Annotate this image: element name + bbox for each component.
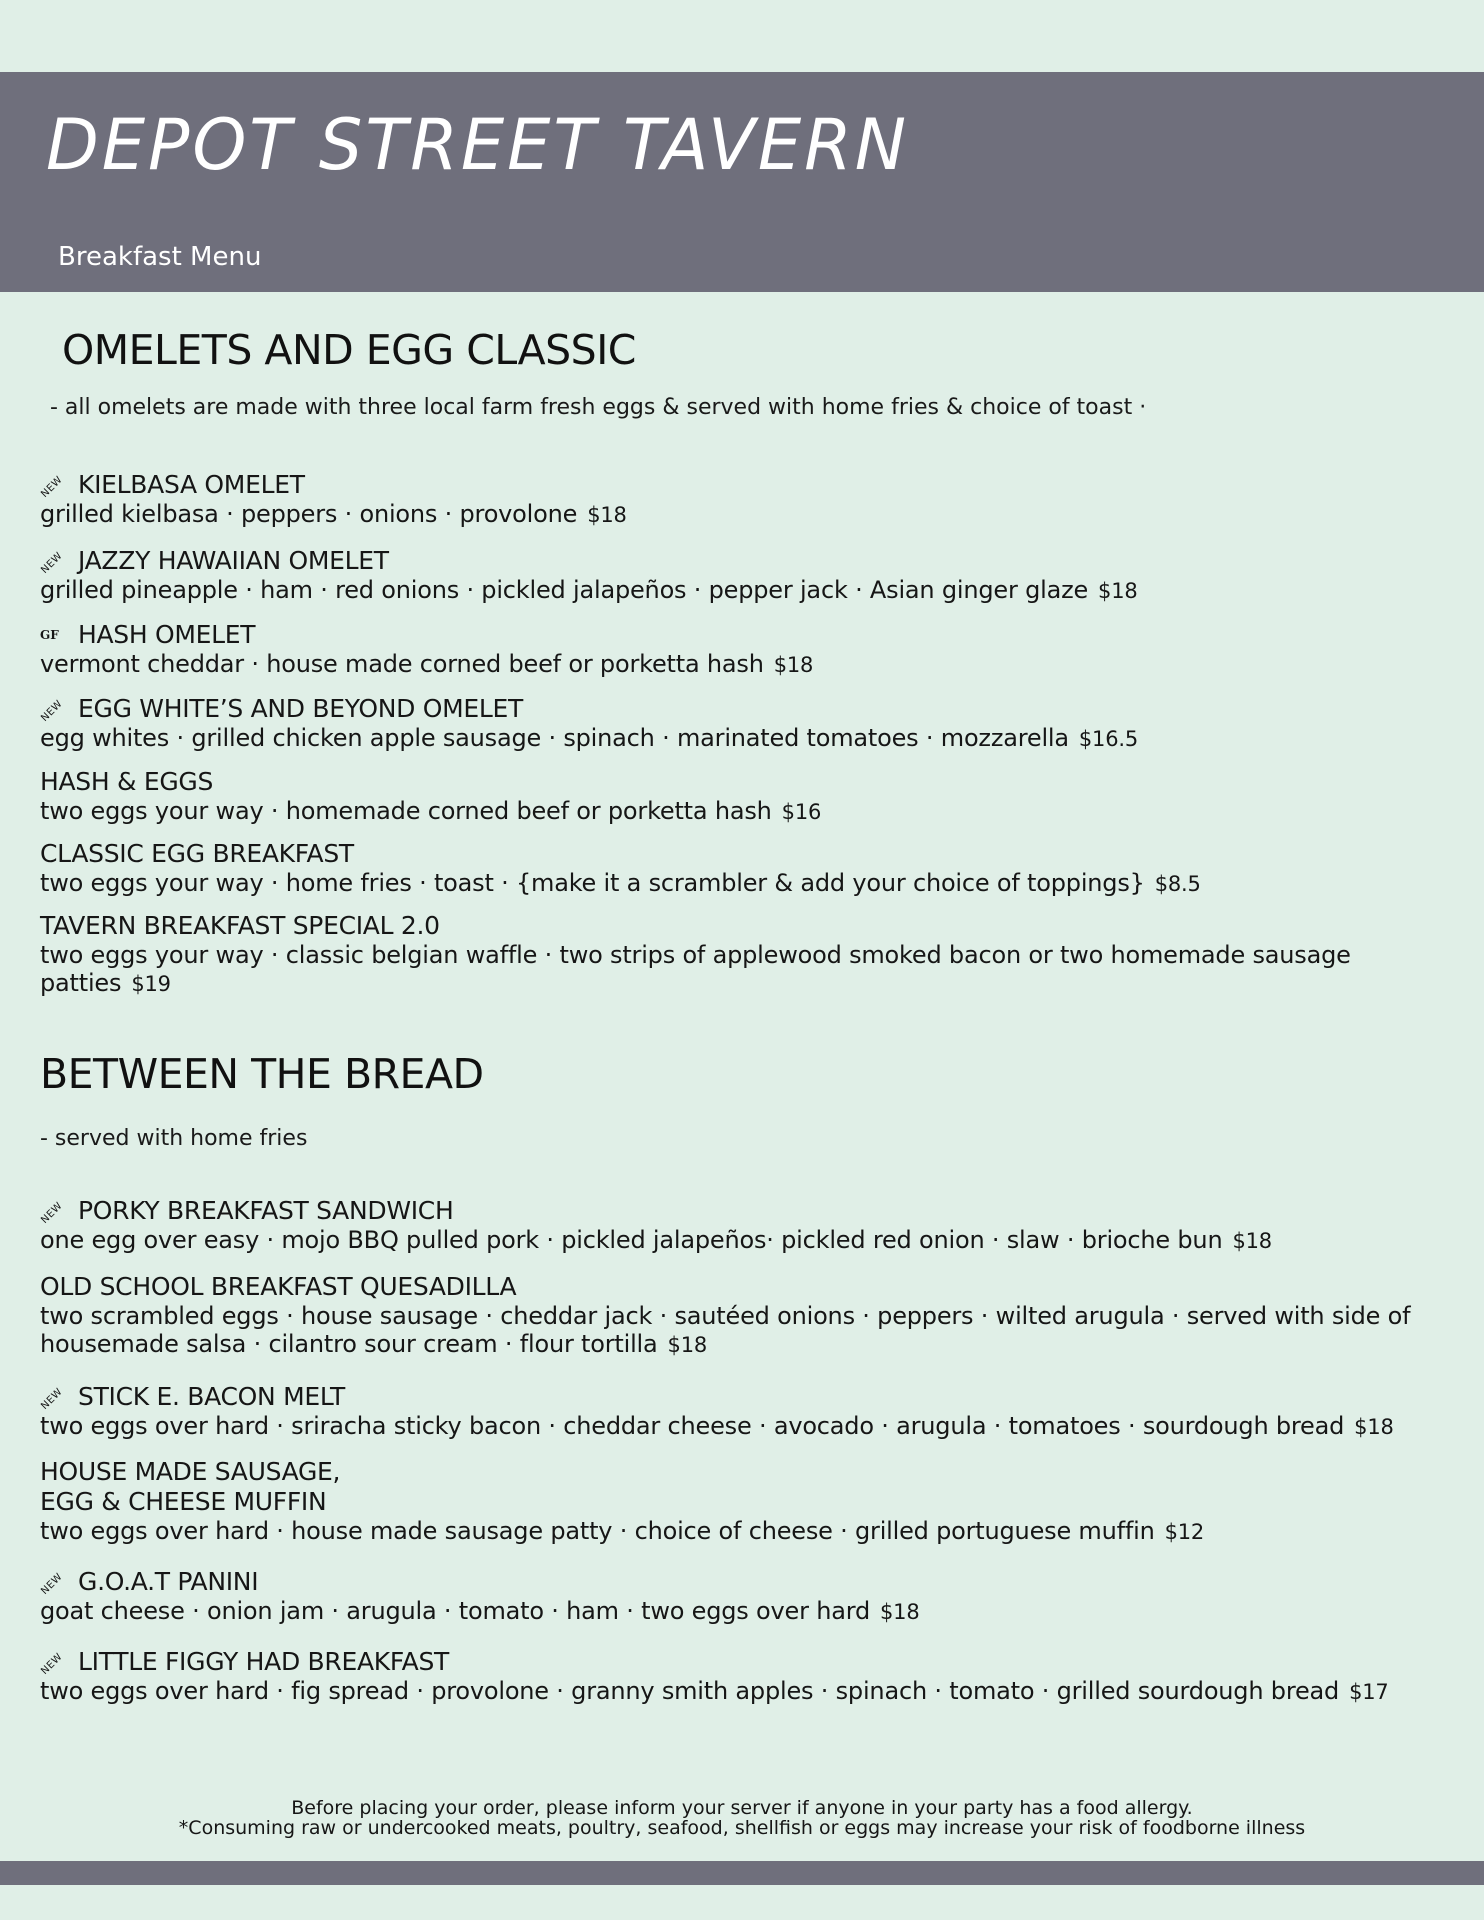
item-description: grilled kielbasa · peppers · onions · provolone $18 (40, 500, 627, 528)
item-description: two eggs your way · classic belgian waffle · two strips of applewood smoked bacon or two homemade sausage patties $19 (40, 941, 1351, 997)
item-price: $16.5 (1078, 727, 1139, 751)
new-badge-icon: NEW (39, 1571, 65, 1598)
menu-item (40, 470, 1420, 529)
item-description: egg whites · grilled chicken apple sausage · spinach · marinated tomatoes · mozzarella $16.5 (40, 724, 1139, 752)
item-price: $18 (667, 1333, 708, 1357)
item-description: two eggs over hard · house made sausage patty · choice of cheese · grilled portuguese muffin $12 (40, 1517, 1205, 1545)
item-price: $12 (1164, 1520, 1205, 1544)
item-price: $18 (773, 653, 814, 677)
item-price: $17 (1349, 1680, 1389, 1704)
item-description: two eggs over hard · sriracha sticky bacon · cheddar cheese · avocado · arugula · tomatoes · sourdough bread $18 (40, 1412, 1394, 1440)
allergy-notice: Before placing your order, please inform your server if anyone in your party has a food allergy. (291, 1797, 1193, 1819)
item-name: KIELBASA OMELET (78, 470, 305, 499)
item-price: $18 (1098, 579, 1138, 603)
item-name: STICK E. BACON MELT (78, 1382, 346, 1411)
new-badge-icon: NEW (39, 474, 65, 501)
item-price: $18 (1354, 1415, 1394, 1439)
item-price: $18 (1232, 1229, 1272, 1253)
menu-item (40, 694, 1420, 753)
menu-item (40, 1382, 1420, 1441)
item-description: one egg over easy · mojo BBQ pulled pork · pickled jalapeños· pickled red onion · slaw · brioche bun $18 (40, 1226, 1272, 1254)
raw-food-warning: *Consuming raw or undercooked meats, poultry, seafood, shellfish or eggs may increase your risk of foodborne illness (178, 1817, 1306, 1839)
item-price: $16 (781, 800, 822, 824)
menu-item (40, 1272, 1420, 1359)
item-name: OLD SCHOOL BREAKFAST QUESADILLA (40, 1272, 517, 1301)
menu-item (40, 1567, 1420, 1626)
menu-item (40, 767, 1420, 826)
new-badge-icon: NEW (39, 550, 65, 577)
item-price: $18 (880, 1600, 920, 1624)
new-badge-icon: NEW (39, 1200, 65, 1227)
item-name: TAVERN BREAKFAST SPECIAL 2.0 (40, 911, 440, 940)
menu-item (40, 1457, 1420, 1546)
menu-item (40, 620, 1420, 679)
section-title-between-the-bread: BETWEEN THE BREAD (40, 1050, 484, 1098)
restaurant-title: DEPOT STREET TAVERN (46, 104, 909, 186)
item-description: goat cheese · onion jam · arugula · tomato · ham · two eggs over hard $18 (40, 1597, 920, 1625)
item-price: $19 (131, 972, 171, 996)
menu-item (40, 839, 1420, 898)
new-badge-icon: NEW (39, 1651, 65, 1678)
new-badge-icon: NEW (39, 1386, 65, 1413)
item-name: HASH & EGGS (40, 767, 214, 796)
section-note-between-the-bread: - served with home fries (40, 1126, 308, 1151)
item-description: two eggs your way · home fries · toast · {make it a scrambler & add your choice of toppings} $8.5 (40, 869, 1201, 897)
item-description: two scrambled eggs · house sausage · cheddar jack · sautéed onions · peppers · wilted arugula · served with side of housemade salsa · cilantro sour cream · flour tortilla $18 (40, 1302, 1411, 1358)
footer-band (0, 1861, 1484, 1885)
menu-item (40, 546, 1420, 605)
allergy-disclaimer (0, 1798, 1484, 1838)
menu-item (40, 911, 1380, 998)
item-name: HOUSE MADE SAUSAGE, (40, 1457, 341, 1486)
menu-subtitle: Breakfast Menu (58, 242, 262, 272)
item-description: grilled pineapple · ham · red onions · pickled jalapeños · pepper jack · Asian ginger glaze $18 (40, 576, 1138, 604)
gluten-free-badge-icon: GF (40, 628, 59, 642)
item-name: JAZZY HAWAIIAN OMELET (78, 546, 389, 575)
item-name: G.O.A.T PANINI (78, 1567, 259, 1596)
item-name-line-2: EGG & CHEESE MUFFIN (40, 1487, 327, 1516)
item-description: vermont cheddar · house made corned beef or porketta hash $18 (40, 650, 814, 678)
item-price: $8.5 (1154, 872, 1201, 896)
item-description: two eggs over hard · fig spread · provolone · granny smith apples · spinach · tomato · grilled sourdough bread $17 (40, 1677, 1389, 1705)
section-title-omelets: OMELETS AND EGG CLASSIC (62, 326, 636, 374)
new-badge-icon: NEW (39, 698, 65, 725)
item-name: LITTLE FIGGY HAD BREAKFAST (78, 1647, 449, 1676)
section-note-omelets: - all omelets are made with three local farm fresh eggs & served with home fries & choice of toast · (50, 395, 1147, 420)
menu-item (40, 1647, 1420, 1706)
item-name: CLASSIC EGG BREAKFAST (40, 839, 354, 868)
item-name: HASH OMELET (78, 620, 256, 649)
item-description: two eggs your way · homemade corned beef or porketta hash $16 (40, 797, 822, 825)
item-name: PORKY BREAKFAST SANDWICH (78, 1196, 454, 1225)
item-price: $18 (587, 503, 627, 527)
item-name: EGG WHITE’S AND BEYOND OMELET (78, 694, 523, 723)
menu-item (40, 1196, 1420, 1255)
